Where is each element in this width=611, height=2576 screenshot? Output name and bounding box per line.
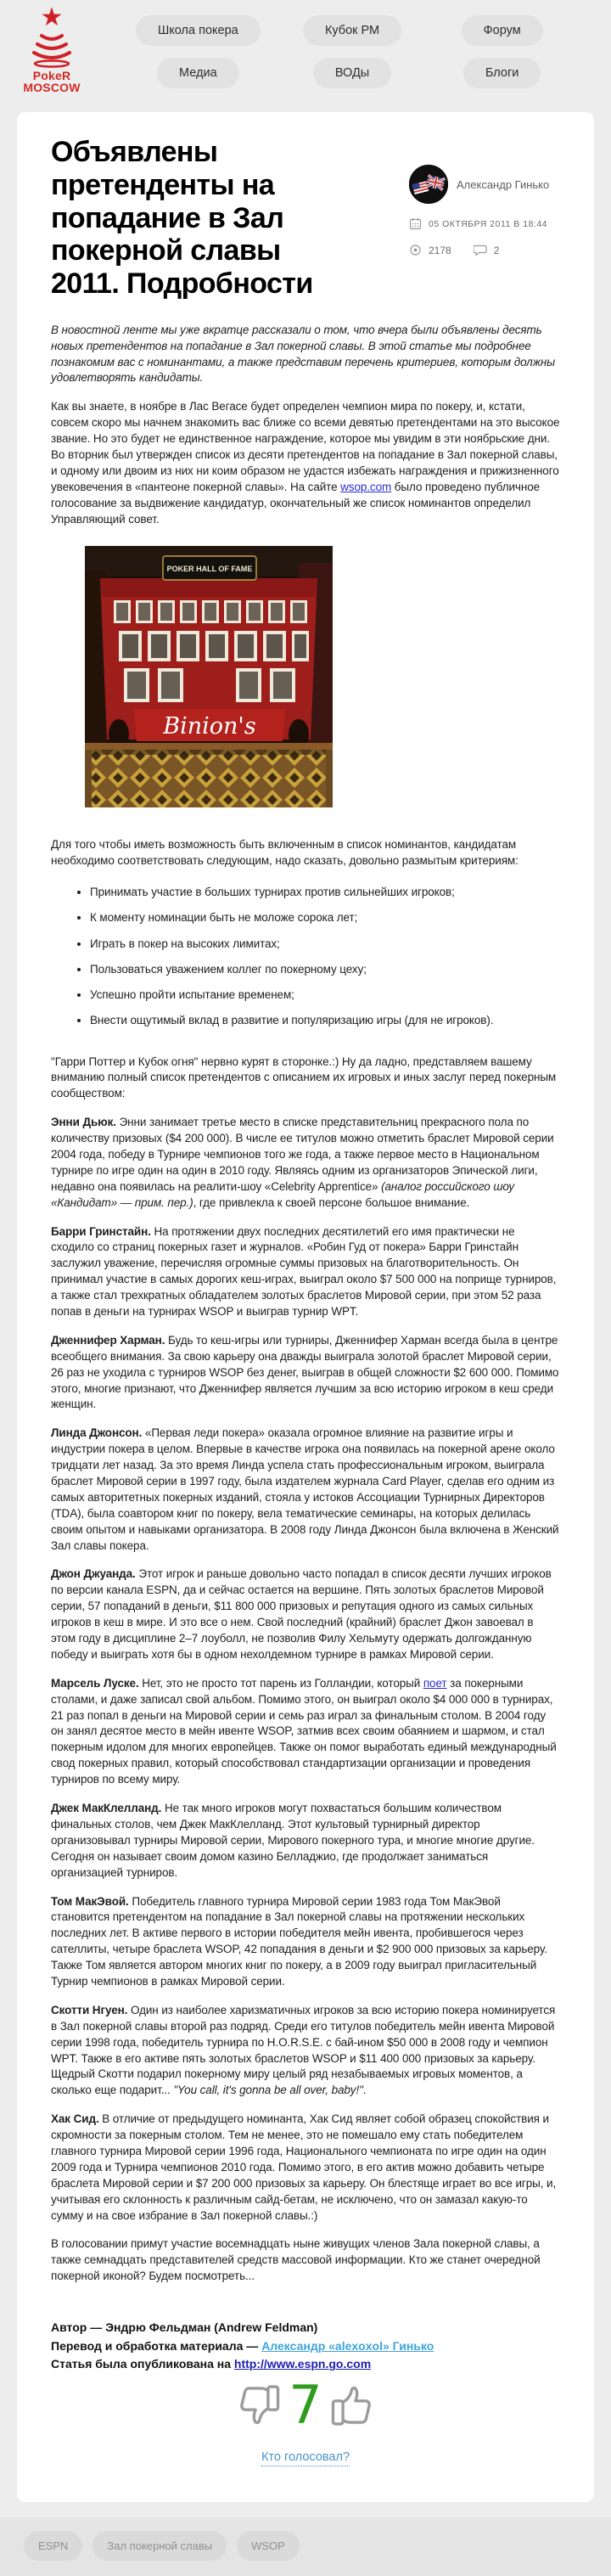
text-run: "You call, it's gonna be all over, baby!" (173, 2084, 363, 2097)
tags-footer (0, 2517, 611, 2576)
text-run: Энни занимает третье место в списке представительниц прекрасного пола по количеству призовых ($4 200 000). В числе ее титулов можно отметить браслет Мировой серии 2004 года, победу в Турнире чемпионов того же года, а также первое место в Национальном турнире по игре один на один в 2010 году. Являясь одним из организаторов Эпической лиги, недавно она появилась на реалити-шоу «Celebrity Apprentice» (51, 1116, 554, 1193)
tag-pill-2[interactable]: Зал покерной славы (92, 2531, 227, 2561)
binions-banner: Binion's (163, 713, 256, 740)
logo-text-line1: PokeR (32, 69, 71, 82)
credit-translation-prefix: Перевод и обработка материала — (51, 2338, 262, 2353)
text-run: Один из наиболее харизматичных игроков за всю историю покера номинируется в Зал покерной славы второй раз подряд. Среди его титулов победитель мейн ивента Мировой серии 1998 года, победитель турнира по H.O.R.S.E. с бай-ином $50 000 в 2008 году и чемпион WPT. Также в его активе пять золотых браслетов WSOP и $11 400 000 призовых за карьеру. Щедрый Скотти подарил покерному миру целый ряд незабываемых игровых моментов, а сколько еще подарит... (51, 2003, 556, 2097)
lead-paragraph (51, 399, 560, 527)
publish-date: 05 ОКТЯБРЯ 2011 В 18:44 (429, 218, 548, 229)
hall-of-fame-sign: POKER HALL OF FAME (166, 565, 253, 574)
text-run: Нет, это не просто тот парень из Голландии, который (142, 1676, 423, 1690)
text-run: Не так много игроков могут похвастаться большим количеством финальных столов, чем Джек МакКлелланд. Этот культовый турнирный директор организовывал турниры Мировой серии, Мирового покерного тура, и многие многие другие. Сегодня он называет своим домом казино Белладжио, где продолжает заниматься организацией турниров. (51, 1802, 535, 1879)
closing-paragraph: В голосовании примут участие восемнадцать ныне живущих членов Зала покерной славы, а также семнадцать представителей средств массовой информации. Кто же станет очередной покерной иконой? Будем посмотреть... (51, 2237, 541, 2283)
player-paragraph (51, 1224, 560, 1320)
article-header (51, 136, 560, 301)
nav-button-3[interactable]: Форум (462, 15, 543, 46)
tag-pill-3[interactable]: WSOP (237, 2531, 300, 2561)
nav-button-1[interactable]: Школа покера (136, 15, 261, 46)
inline-link[interactable]: wsop.com (340, 480, 392, 493)
text-run: за покерными столами, и даже записал свой альбом. Помимо этого, он выиграл около $4 000 000 в турнирах, 21 раз попал в деньги на Мировой серии и семь раз играл за финальным столом. В 2004 году он занял десятое место в мейн ивенте WSOP, затмив всех своим обаянием и шармом, и стал покерным идолом для многих европейцев. Также он помог выработать единый международный свод покерных правил, который способствовал стандартизации организации и проведения турниров по всему миру. (51, 1676, 557, 1786)
criteria-item: • Внести ощутимый вклад в развитие и популяризацию игры (для не игроков). (90, 1013, 560, 1028)
credit-source-prefix: Статья была опубликована на (51, 2357, 234, 2371)
text-run: . (362, 2084, 367, 2097)
player-name: Марсель Луске. (51, 1676, 143, 1690)
text-run: (аналог российского шоу «Кандидат» — прим. пер.) (51, 1179, 515, 1209)
text-run: Победитель главного турнира Мировой серии 1983 года Том МакЭвой становится претендентом на попадание в Зал покерной славы на протяжении нескольких последних лет. В активе первого в истории победителя мейн ивента, пробившегося через сателлиты, четыре браслета WSOP, 42 попадания в деньги и $2 900 000 призовых за карьеру. Также Том является автором многих книг по покеру, а в 2009 году выиграл пригласительный Турнир чемпионов в рамках Мировой серии. (51, 1894, 547, 1988)
stats-row (409, 244, 560, 256)
player-name: Скотти Нгуен. (51, 2003, 131, 2016)
thumb-down-button[interactable] (231, 2379, 283, 2432)
logo-text-line2: MOSCOW (23, 81, 81, 94)
text-run: В новостной ленте мы уже вкратце рассказали о том, что вчера были объявлены десять новых претендентов на попадание в Зал покерной славы. В этой статье мы подробнее познакомим вас с номинантами, а также представим перечень критериев, которым должны удовлетворять кандидаты. (51, 323, 556, 385)
text-run: , где привлекла к своей персоне большое внимание. (193, 1195, 470, 1209)
tag-pill-1[interactable]: ESPN (24, 2531, 82, 2561)
player-paragraph (51, 1115, 560, 1211)
player-name: Линда Джонсон. (51, 1426, 145, 1440)
players-list (51, 1115, 560, 2224)
views-count: 2178 (429, 244, 451, 256)
logo-arcs-icon (28, 31, 76, 68)
vote-count: 7 (289, 2374, 322, 2437)
nav-button-2[interactable]: Кубок РМ (303, 15, 401, 46)
player-paragraph (51, 1333, 560, 1413)
player-name: Хак Сид. (51, 2112, 103, 2126)
publish-date-row (409, 217, 560, 230)
nav-button-4[interactable]: Медиа (157, 58, 239, 88)
source-link[interactable]: http://www.espn.go.com (233, 2357, 372, 2371)
list-intro: "Гарри Поттер и Кубок огня" нервно курят в сторонке.:) Ну да ладно, представляем вашему вниманию полный список претендентов с описанием их игровых и иных заслуг перед покерным сообществом: (51, 1055, 557, 1100)
text-run: было проведено публичное голосование за выдвижение кандидатур, окончательный же список номинантов определил Управляющий совет. (51, 480, 541, 526)
criteria-item: • Играть в покер на высоких лимитах; (90, 936, 560, 952)
calendar-icon (409, 217, 422, 230)
text-run: На протяжении двух последних десятилетий его имя практически не сходило со страниц покерных газет и журналов. «Робин Гуд от покера» Барри Гринстайн заслужил уважение, перечисляя огромные суммы призовых на благотворительность. Он принимал участие в самых дорогих кеш-играх, выиграл около $7 500 000 на поприще турниров, а также стал трехкратных обладателем золотых браслетов Мировой серии, при этом 52 раза попав в деньги на турнирах WSOP и выиграв турнир WPT. (51, 1224, 557, 1318)
logo-star-icon: ★ (40, 3, 64, 31)
translator-link[interactable]: Александр «alexoxol» Гинько (261, 2338, 434, 2353)
text-run: В отличие от предыдущего номинанта, Хак Сид являет собой образец спокойствия и скромности за покерным столом. Тем не менее, это не помешало ему стать победителем главного турнира Мировой серии 1996 года, Национального чемпионата по игре один на один 2009 года и Турнира чемпионов 2010 года. Помимо этого, в его актив можно добавить четыре браслета Мировой серии и $7 200 000 призовых за карьеру. Он блестяще играет во все игры, и, учитывая его склонность к различным сайд-бетам, не исключено, что он замазал какую-то сумму и на свое избрание в Зал покерной славы.:) (51, 2112, 557, 2222)
criteria-item: • Принимать участие в больших турнирах против сильнейших игроков; (90, 885, 560, 900)
player-paragraph (51, 1566, 560, 1662)
article-image (85, 546, 560, 812)
avatar[interactable] (409, 165, 448, 204)
main-nav (136, 15, 560, 88)
thumb-up-button[interactable] (328, 2379, 380, 2432)
intro-paragraph (51, 323, 560, 387)
player-paragraph (51, 2112, 560, 2224)
criteria-item: • Пользоваться уважением коллег по покерному цеху; (90, 962, 560, 977)
author-box (409, 165, 560, 301)
vote-widget (51, 2374, 560, 2466)
text-run: Как вы знаете, в ноябре в Лас Вегасе будет определен чемпион мира по покеру, и, кстати, совсем скоро мы начнем знакомить вас ближе со всеми девятью претендентами на это высокое звание. Но это будет не единственное награждение, которое мы увидим в эти ноябрьские дни. Во вторник был утвержден список из десяти претендентов на попадание в Зал покерной славы, и одному или двоим из них ни коим образом не удастся избежать награждения и прижизненного увековечения в «пантеоне покерной славы». На сайте (51, 400, 560, 493)
criteria-item: • Успешно пройти испытание временем; (90, 987, 560, 1003)
who-voted-link[interactable]: Кто голосовал? (261, 2450, 350, 2466)
text-run: Будь то кеш-игры или турниры, Дженнифер Харман всегда была в центре всеобщего внимания. За свою карьеру она дважды выиграла золотой браслет Мировой серии, 26 раз не уходила с турниров WSOP без денег, выиграв в общей сложности $2 600 000. Помимо этого, многие признают, что Дженнифер является лучшим за всю историю игроком в кеш среди женщин. (51, 1333, 559, 1411)
nav-button-6[interactable]: Блоги (463, 58, 541, 88)
player-name: Том МакЭвой. (51, 1894, 132, 1908)
criteria-list (51, 885, 560, 1028)
credits-block (51, 2319, 560, 2374)
criteria-intro: Для того чтобы иметь возможность быть включенным в список номинантов, кандидатам необходимо соответствовать следующим, надо сказать, довольно размытым критериям: (51, 838, 519, 868)
player-name: Энни Дьюк. (51, 1116, 120, 1129)
player-name: Барри Гринстайн. (51, 1224, 154, 1238)
criteria-item: • К моменту номинации быть не моложе сорока лет; (90, 910, 560, 925)
player-paragraph (51, 2003, 560, 2099)
author-name[interactable]: Александр Гинько (457, 177, 550, 191)
text-run: «Первая леди покера» оказала огромное влияние на развитие игры и индустрии покера в целом. Впервые в качестве игрока она появилась на покерной арене около тридцати лет назад. За это время Линда успела стать профессиональным игроком, выиграла браслет Мировой серии в 1997 году, была издателем журнала Card Player, сделав его одним из самых авторитетных покерных изданий, стояла у истоков Ассоциации Турнирных Директоров (TDA), была соавтором книг по покеру, вела тематические семинары, на которых делилась своим опытом и навыками организатора. В 2008 году Линда Джонсон была включена в Женский Зал славы покера. (51, 1426, 559, 1552)
player-name: Дженнифер Харман. (51, 1333, 169, 1347)
author-profile[interactable] (409, 165, 560, 204)
player-name: Джек МакКлелланд. (51, 1802, 165, 1815)
comments-icon[interactable] (474, 244, 487, 256)
credit-author-line: Автор — Эндрю Фельдман (Andrew Feldman) (51, 2320, 318, 2335)
article-card (17, 112, 594, 2502)
player-name: Джон Джуанда. (51, 1567, 139, 1581)
views-icon (409, 244, 422, 256)
player-paragraph (51, 1426, 560, 1554)
site-header (0, 0, 611, 112)
player-paragraph (51, 1894, 560, 1990)
comments-count[interactable]: 2 (493, 244, 500, 256)
site-logo[interactable] (22, 5, 81, 93)
inline-link[interactable]: поет (423, 1676, 447, 1690)
text-run: Этот игрок и раньше довольно часто попадал в список десяти лучших игроков по версии канала ESPN, да и сейчас остается на вершине. Пять золотых браслетов Мировой серии, 57 попаданий в деньги, $11 800 000 призовых и репутация одного из самых сильных игроков в кеш в мире. И это все о нем. Свой последний (крайний) браслет Джон завоевал в этом году в дисциплине 2–7 лоуболл, не позволив Филу Хельмуту одержать долгожданную победу и выиграть хотя бы в одном нехолдемном турнире в рамках Мировой серии. (51, 1567, 552, 1661)
page-title: Объявлены претенденты на попадание в Зал покерной славы 2011. Подробности (51, 136, 313, 300)
nav-button-5[interactable]: ВОДы (313, 58, 391, 88)
player-paragraph (51, 1676, 560, 1788)
player-paragraph (51, 1801, 560, 1881)
credit-translation-line (51, 2337, 560, 2356)
credit-source-line (51, 2355, 560, 2374)
